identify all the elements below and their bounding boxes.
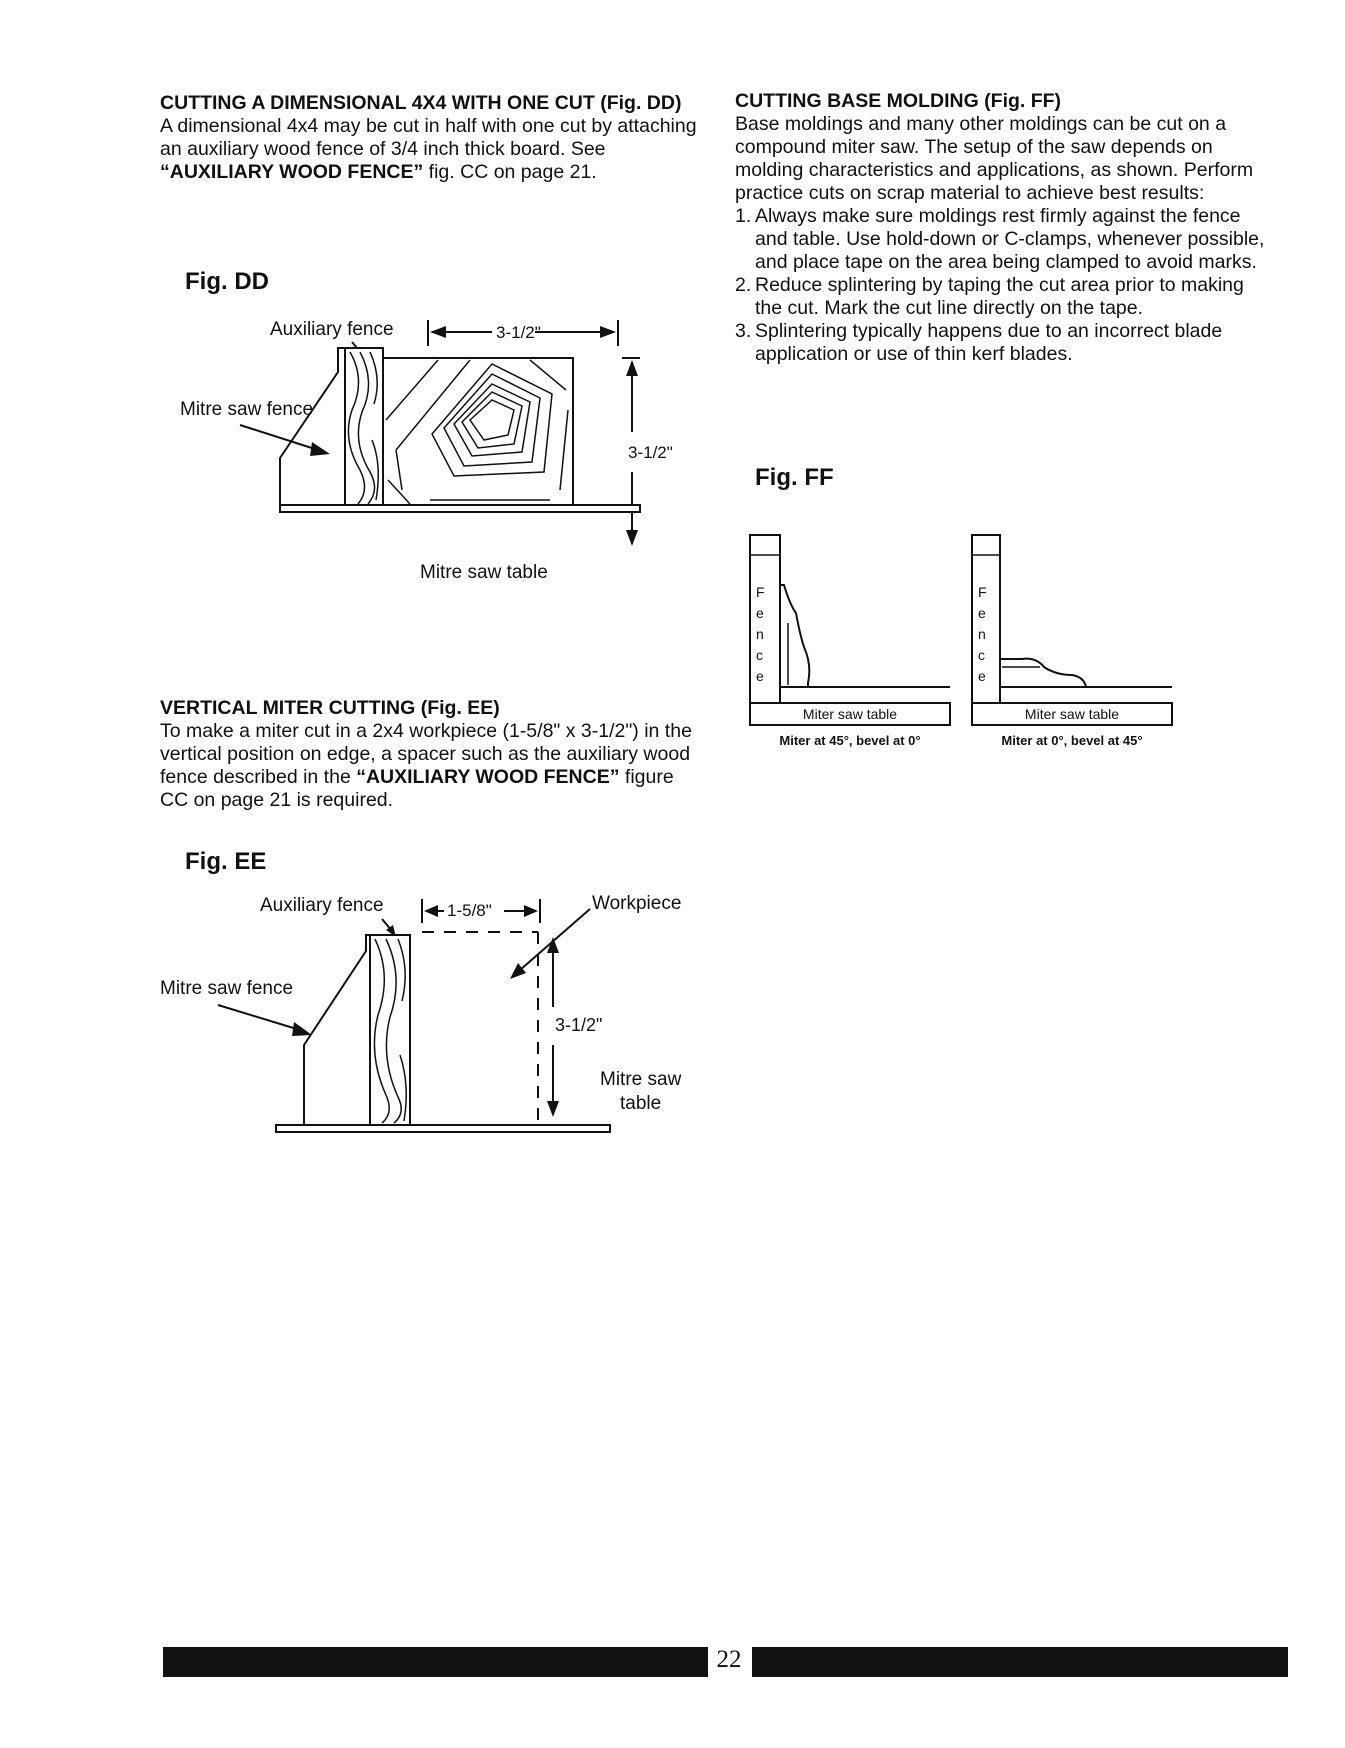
fig-ff-right-setup — [972, 535, 1172, 748]
section-ee-body — [160, 720, 700, 812]
fig-dd-mitre-saw-table — [280, 505, 640, 512]
step-text: Splintering typically happens due to an incorrect blade application or use of thin kerf blades. — [755, 320, 1223, 365]
fig-dd-mitre-saw-fence-label: Mitre saw fence — [180, 399, 314, 420]
fence-letter: F — [756, 584, 765, 600]
fig-dd-mitre-saw-table-label: Mitre saw table — [420, 562, 548, 583]
step-number: 3. — [735, 320, 752, 342]
fig-ee-workpiece-label: Workpiece — [592, 893, 682, 914]
section-ee-body-bold: “AUXILIARY WOOD FENCE” — [356, 766, 620, 788]
fig-dd-label: Fig. DD — [185, 268, 269, 295]
step-item — [735, 274, 1275, 320]
fig-ff-left-molding — [780, 585, 809, 687]
fence-letter: c — [978, 647, 985, 663]
section-ee-heading: VERTICAL MITER CUTTING (Fig. EE) — [160, 697, 500, 719]
fig-ee-table-label-line1: Mitre saw — [600, 1069, 682, 1090]
step-number: 1. — [735, 205, 752, 227]
fig-ff-right-caption: Miter at 0°, bevel at 45° — [1001, 733, 1143, 748]
step-text: Always make sure moldings rest firmly against the fence and table. Use hold-down or C-clamps, whenever possible, and place tape on the area being clamped to avoid marks. — [755, 205, 1265, 273]
fig-ee-workpiece-outline — [422, 932, 538, 1125]
fig-ff-diagram — [740, 525, 1210, 750]
fence-letter: e — [756, 668, 764, 684]
fig-ee-diagram — [160, 885, 700, 1150]
fig-ff-left-caption: Miter at 45°, bevel at 0° — [779, 733, 921, 748]
fig-ff-left-table-label: Miter saw table — [802, 706, 898, 722]
fig-ee-label: Fig. EE — [185, 848, 267, 875]
section-ee-body-text-end: figure CC on page 21 is required. — [160, 766, 674, 811]
section-dd-body-text: A dimensional 4x4 may be cut in half with one cut by attaching an auxiliary wood fence of 3/4 inch thick board. See — [160, 115, 697, 160]
section-dd-body-text-end: fig. CC on page 21. — [423, 161, 597, 183]
section-ee-body-text: To make a miter cut in a 2x4 workpiece (1-5/8" x 3-1/2") in the vertical position on edge, a spacer such as the auxiliary wood fence described in the — [160, 720, 692, 788]
footer-bar-right — [752, 1647, 1288, 1677]
fig-ee-fence-pointer — [218, 1005, 312, 1036]
fig-dd-diagram — [170, 300, 690, 590]
fig-ee-workpiece-pointer — [510, 909, 590, 979]
fence-letter: c — [756, 647, 763, 663]
section-dd-heading: CUTTING A DIMENSIONAL 4X4 WITH ONE CUT (Fig. DD) — [160, 92, 682, 114]
fence-letter: e — [756, 605, 764, 621]
fig-ff-right-fence — [972, 535, 1000, 703]
section-ee-block — [160, 697, 700, 812]
fig-dd-height-dimension: 3-1/2" — [628, 443, 673, 462]
left-column — [160, 92, 700, 184]
section-ff-heading: CUTTING BASE MOLDING (Fig. FF) — [735, 90, 1062, 112]
step-text: Reduce splintering by taping the cut area prior to making the cut. Mark the cut line directly on the tape. — [755, 274, 1244, 319]
section-dd-body-bold: “AUXILIARY WOOD FENCE” — [160, 161, 424, 183]
fig-ee-height-dimension: 3-1/2" — [555, 1015, 603, 1035]
fence-letter: n — [978, 626, 986, 642]
fig-ee-mitre-saw-fence — [304, 935, 370, 1125]
fence-letter: n — [756, 626, 764, 642]
fence-letter: e — [978, 668, 986, 684]
fig-dd-auxiliary-fence-label: Auxiliary fence — [270, 319, 394, 340]
section-ff-body: Base moldings and many other moldings can be cut on a compound miter saw. The setup of the saw depends on molding characteristics and applications, as shown. Perform practice cuts on scrap material to achieve best results: — [735, 113, 1254, 204]
step-number: 2. — [735, 274, 752, 296]
section-ff-steps — [735, 205, 1275, 366]
fig-ff-right-table-label: Miter saw table — [1024, 706, 1120, 722]
fence-letter: F — [978, 584, 987, 600]
fig-dd-mitre-saw-fence — [280, 348, 345, 505]
fig-ee-auxiliary-fence-label: Auxiliary fence — [260, 895, 384, 916]
fig-ee-mitre-saw-fence-label: Mitre saw fence — [160, 978, 294, 999]
fig-ff-label: Fig. FF — [755, 464, 834, 491]
page-number: 22 — [716, 1646, 742, 1673]
footer-bar-left — [163, 1647, 708, 1677]
fig-ff-right-molding — [1000, 659, 1086, 687]
step-item — [735, 320, 1275, 366]
section-dd-body — [160, 115, 700, 184]
fig-ee-mitre-saw-table — [276, 1125, 610, 1132]
step-item — [735, 205, 1275, 274]
fig-ee-table-label-line2: table — [620, 1093, 662, 1114]
fig-dd-width-dimension: 3-1/2" — [496, 323, 541, 342]
right-column — [735, 90, 1275, 366]
fence-letter: e — [978, 605, 986, 621]
fig-ff-left-setup — [750, 535, 950, 748]
fig-ff-left-fence — [750, 535, 780, 703]
fig-ee-width-dimension: 1-5/8" — [447, 901, 492, 920]
